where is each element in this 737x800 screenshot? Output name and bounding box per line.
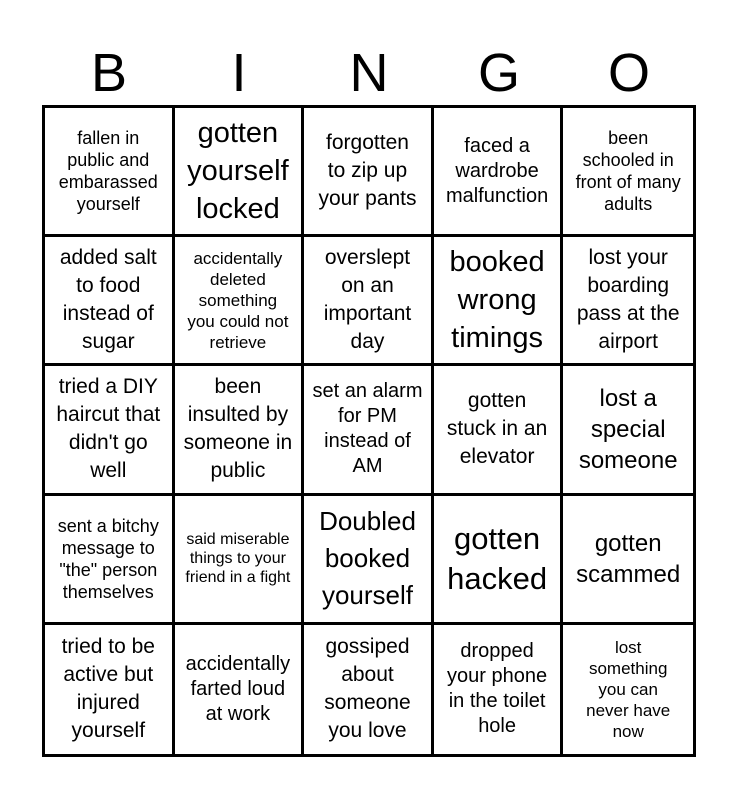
bingo-cell[interactable]: [563, 625, 693, 754]
bingo-cell[interactable]: [45, 625, 175, 754]
cell-text: lost something you can never have now: [586, 637, 671, 741]
cell-text: accidentally farted loud at work: [185, 652, 291, 725]
cell-text: gotten yourself locked: [187, 117, 289, 226]
cell-text: tried a DIY haircut that didn't go well: [56, 375, 161, 483]
bingo-cell[interactable]: [434, 237, 564, 366]
cell-text: gotten stuck in an elevator: [446, 389, 548, 469]
bingo-cell[interactable]: [563, 108, 693, 237]
bingo-cell[interactable]: [175, 237, 305, 366]
cell-text: Doubled booked yourself: [319, 506, 416, 611]
bingo-cell[interactable]: [434, 366, 564, 495]
bingo-cell[interactable]: [45, 366, 175, 495]
bingo-cell[interactable]: [563, 237, 693, 366]
bingo-cell[interactable]: [45, 237, 175, 366]
cell-text: gotten hacked: [447, 520, 548, 596]
header-letter-i: I: [231, 43, 247, 103]
bingo-cell[interactable]: [304, 237, 434, 366]
cell-text: set an alarm for PM instead of AM: [312, 380, 423, 478]
bingo-cell[interactable]: [304, 108, 434, 237]
bingo-header: [44, 40, 694, 106]
bingo-cell[interactable]: [434, 625, 564, 754]
cell-text: gotten scammed: [576, 529, 681, 588]
bingo-card: [42, 105, 696, 757]
cell-text: overslept on an important day: [323, 246, 412, 354]
bingo-cell[interactable]: [563, 366, 693, 495]
bingo-cell[interactable]: [304, 496, 434, 625]
cell-text: fallen in public and embarassed yourself: [58, 128, 158, 215]
bingo-cell[interactable]: [175, 366, 305, 495]
cell-text: said miserable things to your friend in a fight: [185, 531, 291, 587]
cell-text: dropped your phone in the toilet hole: [447, 640, 548, 738]
cell-text: been schooled in front of many adults: [575, 128, 681, 215]
cell-text: lost a special someone: [578, 384, 678, 474]
bingo-cell[interactable]: [434, 108, 564, 237]
bingo-cell[interactable]: [45, 496, 175, 625]
bingo-cell[interactable]: [563, 496, 693, 625]
cell-text: faced a wardrobe malfunction: [445, 134, 549, 207]
header-letter-g: G: [477, 43, 520, 103]
cell-text: sent a bitchy message to "the" person themselves: [57, 515, 159, 602]
header-letter-b: B: [90, 43, 128, 103]
cell-text: accidentally deleted something you could not retrieve: [187, 248, 289, 352]
cell-text: forgotten to zip up your pants: [318, 131, 417, 211]
bingo-cell[interactable]: [304, 625, 434, 754]
header-letter-o: O: [607, 43, 650, 103]
cell-text: booked wrong timings: [449, 246, 545, 355]
cell-text: gossiped about someone you love: [324, 635, 411, 743]
bingo-cell[interactable]: [175, 108, 305, 237]
bingo-cell[interactable]: [175, 625, 305, 754]
bingo-cell[interactable]: [45, 108, 175, 237]
cell-text: been insulted by someone in public: [183, 375, 293, 483]
bingo-cell[interactable]: [434, 496, 564, 625]
cell-text: added salt to food instead of sugar: [59, 246, 157, 354]
bingo-cell[interactable]: [175, 496, 305, 625]
cell-text: tried to be active but injured yourself: [61, 635, 155, 743]
bingo-cell[interactable]: [304, 366, 434, 495]
header-letter-n: N: [349, 43, 389, 103]
cell-text: lost your boarding pass at the airport: [576, 246, 680, 354]
